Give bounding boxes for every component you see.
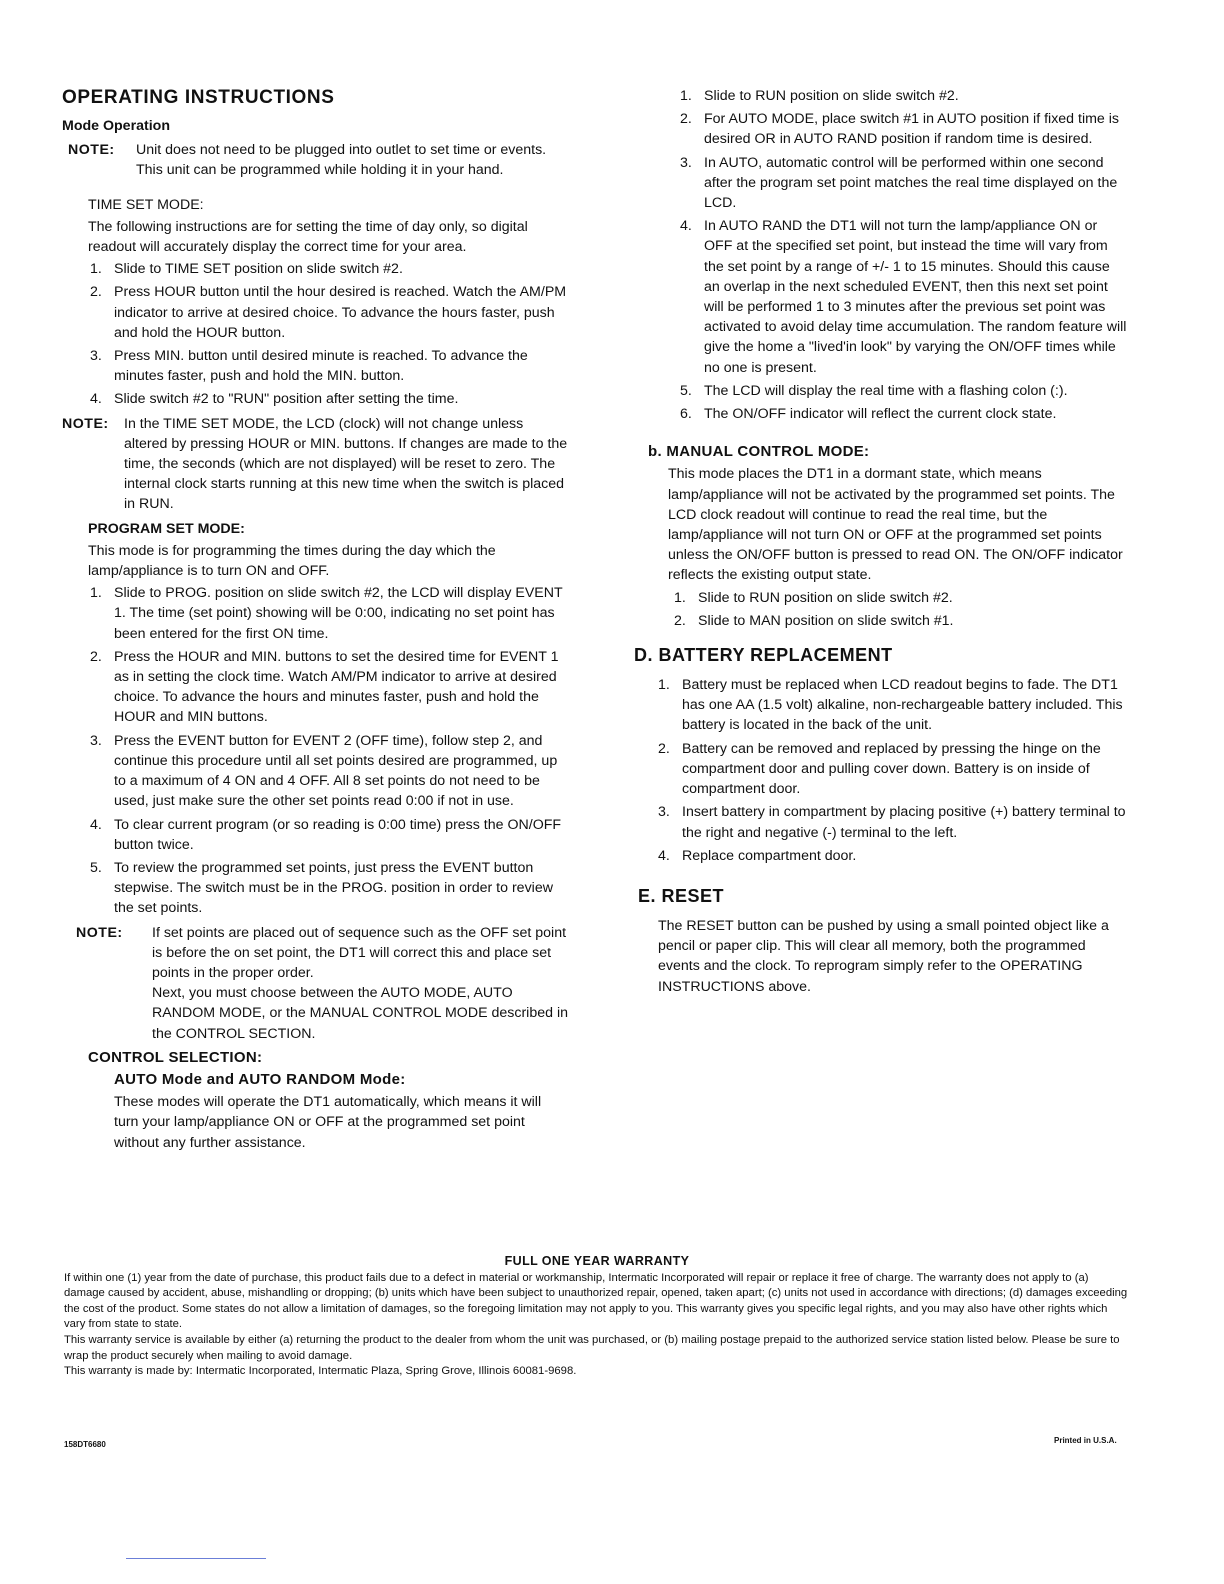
list-item: 6. The ON/OFF indicator will reflect the current clock state. — [680, 406, 1057, 423]
list-item: 3. Insert battery in compartment by placing positive (+) battery terminal to the right and negative (-) terminal to the left. — [658, 804, 1126, 841]
list-item: 2. Battery can be removed and replaced by pressing the hinge on the compartment door and pulling cover down. Battery is on inside of compartment door. — [658, 740, 1101, 798]
note-plug — [62, 140, 568, 180]
page-title: OPERATING INSTRUCTIONS — [62, 87, 335, 108]
reset-text: The RESET button can be pushed by using a small pointed object like a pencil or paper clip. This will clear all memory, both the programmed events and the clock. To reprogram simply refer to the OPERATING INSTRUCTIONS above. — [658, 917, 1109, 995]
list-item: 5. To review the programmed set points, just press the EVENT button stepwise. The switch must be in the PROG. position in order to review the set points. — [90, 859, 553, 917]
note-time-set — [62, 414, 568, 515]
battery-steps — [656, 675, 1128, 866]
time-set-intro: The following instructions are for setting the time of day only, so digital readout will accurately display the correct time for your area. — [88, 218, 528, 256]
list-item: 3. In AUTO, automatic control will be performed within one second after the program set point matches the real time displayed on the LCD. — [680, 154, 1118, 212]
control-text: These modes will operate the DT1 automatically, which means it will turn your lamp/appliance ON or OFF at the programmed set point without any further assistance. — [114, 1094, 542, 1151]
list-item: 2. Slide to MAN position on slide switch #1. — [674, 612, 954, 629]
time-set-heading: TIME SET MODE: — [88, 196, 204, 213]
note-text: In the TIME SET MODE, the LCD (clock) will not change unless altered by pressing HOUR or MIN. buttons. If changes are made to the time, the seconds (which are not displayed) will be reset to zero. The internal clock starts running at this new time when the switch is placed in RUN. — [124, 415, 568, 513]
document-code: 158DT6680 — [64, 1440, 106, 1449]
battery-heading: D. BATTERY REPLACEMENT — [634, 645, 893, 666]
list-item: 3. Press MIN. button until desired minute is reached. To advance the minutes faster, push and hold the MIN. button. — [90, 348, 528, 385]
manual-text: This mode places the DT1 in a dormant state, which means lamp/appliance will not be activated by the programmed set points. The LCD clock readout will continue to read the real time, but the lamp/appliance will not turn ON or OFF at the programmed set points unless the ON/OFF button is pressed to read ON. The ON/OFF indicator reflects the existing output state. — [668, 466, 1123, 584]
list-item: 2. Press the HOUR and MIN. buttons to set the desired time for EVENT 1 as in setting the clock time. Watch AM/PM indicator to arrive at desired choice. To advance the hours and minutes faster, push and hold the HOUR and MIN buttons. — [90, 648, 559, 726]
control-heading: CONTROL SELECTION: — [88, 1048, 263, 1066]
list-item: 4. Slide switch #2 to "RUN" position after setting the time. — [90, 391, 459, 408]
list-item: 1. Battery must be replaced when LCD readout begins to fade. The DT1 has one AA (1.5 volt) alkaline, non-rechargeable battery included. This battery is located in the back of the unit. — [658, 677, 1123, 734]
program-set-heading: PROGRAM SET MODE: — [88, 520, 245, 537]
control-section — [88, 1048, 568, 1153]
manual-section — [648, 442, 1128, 631]
program-set-steps — [88, 583, 568, 918]
list-item: 1. Slide to RUN position on slide switch #2. — [680, 88, 959, 104]
list-item: 1. Slide to RUN position on slide switch #2. — [674, 589, 953, 606]
printed-in: Printed in U.S.A. — [1054, 1436, 1117, 1445]
manual-heading: b. MANUAL CONTROL MODE: — [648, 443, 870, 461]
program-set-intro: This mode is for programming the times during the day which the lamp/appliance is to turn ON and OFF. — [88, 542, 496, 580]
control-subheading: AUTO Mode and AUTO RANDOM Mode: — [114, 1070, 406, 1088]
left-column — [62, 86, 568, 1155]
list-item: 4. Replace compartment door. — [658, 847, 857, 864]
right-column — [634, 86, 1128, 999]
note-label: NOTE: — [68, 142, 115, 159]
warranty-title: FULL ONE YEAR WARRANTY — [504, 1254, 690, 1268]
note-text: If set points are placed out of sequence such as the OFF set point is before the on set point, the DT1 will correct this and place set points in the proper order. — [152, 924, 567, 981]
note-text-2: Next, you must choose between the AUTO MODE, AUTO RANDOM MODE, or the MANUAL CONTROL MODE described in the CONTROL SECTION. — [152, 985, 568, 1042]
list-item: 5. The LCD will display the real time with a flashing colon (:). — [680, 382, 1068, 399]
warranty-text: This warranty service is available by either (a) returning the product to the dealer from whom the unit was purchased, or (b) mailing postage prepaid to the authorized service station listed below. Please be sure to wrap the product securely when mailing to avoid damage. — [64, 1333, 1120, 1362]
time-set-steps — [88, 259, 568, 409]
battery-section — [634, 643, 1128, 866]
manual-steps — [672, 588, 1128, 631]
list-item: 2. Press HOUR button until the hour desired is reached. Watch the AM/PM indicator to arrive at desired choice. To advance the hours faster, push and hold the HOUR button. — [90, 284, 567, 341]
mode-operation-heading: Mode Operation — [62, 118, 170, 134]
note-label: NOTE: — [62, 415, 109, 432]
list-item: 1. Slide to TIME SET position on slide switch #2. — [90, 261, 403, 278]
warranty-text: This warranty is made by: Intermatic Incorporated, Intermatic Plaza, Spring Grove, Illinois 60081-9698. — [64, 1365, 577, 1378]
warranty-text: If within one (1) year from the date of purchase, this product fails due to a defect in material or workmanship, Intermatic Incorporated will repair or replace it free of charge. The warranty does not apply to (a) damage caused by accident, abuse, mishandling or dropping; (b) units which have been subject to unauthorized repair, opened, taken apart; (c) units not used in accordance with directions; (d) damages exceeding the cost of the product. Some states do not allow a limitation of damages, so the foregoing limitation may not apply to you. This warranty gives you specific legal rights, and you may also have other rights which vary from state to state. — [64, 1271, 1128, 1331]
time-set-section — [88, 195, 568, 410]
auto-steps — [678, 86, 1128, 424]
note-label: NOTE: — [76, 924, 123, 941]
list-item: 3. Press the EVENT button for EVENT 2 (OFF time), follow step 2, and continue this procedure until all set points desired are programmed, up to a maximum of 4 ON and 4 OFF. All 8 set points do not need to be used, just make sure the other set points read 0:00 if not in use. — [90, 732, 558, 810]
reset-section — [638, 884, 1128, 997]
divider — [126, 1558, 266, 1559]
list-item: 1. Slide to PROG. position on slide switch #2, the LCD will display EVENT 1. The time (set point) showing will be 0:00, indicating no set point has been entered for the first ON time. — [90, 585, 563, 642]
note-sequence — [76, 923, 568, 1044]
list-item: 4. In AUTO RAND the DT1 will not turn the lamp/appliance ON or OFF at the specified set point, but instead the time will vary from the set point by a range of +/- 1 to 15 minutes. Should this cause an overlap in the next scheduled EVENT, then this next set point will be performed 1 to 3 minutes after the previous set point was activated to avoid delay time accumulation. The random feature will give the home a "lived'in look" by varying the ON/OFF times while no one is present. — [680, 218, 1127, 376]
list-item: 4. To clear current program (or so reading is 0:00 time) press the ON/OFF button twice. — [90, 816, 562, 853]
warranty-block — [64, 1254, 1130, 1380]
program-set-section — [88, 519, 568, 919]
note-text: Unit does not need to be plugged into outlet to set time or events. This unit can be programmed while holding it in your hand. — [136, 142, 547, 179]
list-item: 2. For AUTO MODE, place switch #1 in AUTO position if fixed time is desired OR in AUTO RAND position if random time is desired. — [680, 111, 1119, 148]
reset-heading: E. RESET — [638, 885, 725, 906]
